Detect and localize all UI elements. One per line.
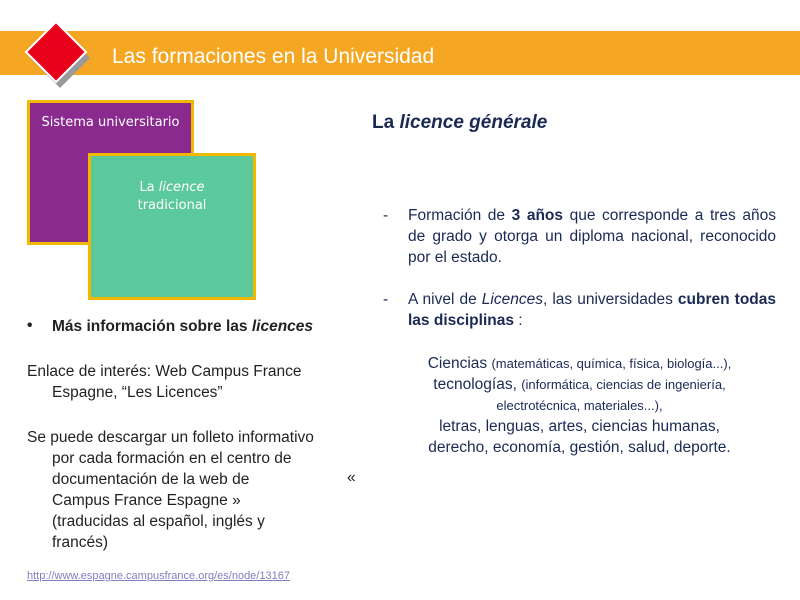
licence-generale-title <box>372 112 547 134</box>
download-line-1: Se puede descargar un folleto informativo <box>27 429 314 446</box>
opening-quote: « <box>347 469 356 486</box>
ciencias-label: Ciencias <box>427 355 492 372</box>
download-line-5: (traducidas al español, inglés y <box>52 513 265 530</box>
disc-italic: Licences <box>481 291 543 308</box>
disciplines-line-5: derecho, economía, gestión, salud, deporte. <box>428 439 731 456</box>
disciplines-line-1 <box>383 353 776 374</box>
disc-text-c: : <box>513 312 523 329</box>
tecnologias-label: tecnologías, <box>433 376 522 393</box>
download-line-3: documentación de la web de <box>52 471 250 488</box>
disciplines-line-4: letras, lenguas, artes, ciencias humanas, <box>439 418 720 435</box>
red-diamond-icon <box>20 18 92 90</box>
duration-text-b: que corresponde a tres años de grado y otorga un diploma nacional, reconocido por el estado. <box>408 207 776 266</box>
duration-bold: 3 años <box>511 207 563 224</box>
tecnologias-detail: (informática, ciencias de ingeniería, <box>521 377 726 392</box>
link-line-2[interactable]: Espagne, “Les Licences” <box>52 384 223 401</box>
download-paragraph <box>27 427 362 553</box>
licence-label-italic: licence <box>158 180 205 195</box>
dash-marker: - <box>383 207 389 224</box>
licence-label-suffix: tradicional <box>137 198 207 213</box>
download-line-4: Campus France Espagne » <box>52 492 241 509</box>
more-info-italic: licences <box>251 318 314 335</box>
link-paragraph <box>27 361 362 403</box>
licence-label-prefix: La <box>139 180 159 195</box>
licence-tradicional-box <box>88 153 256 300</box>
duration-text-a: Formación de <box>408 207 512 224</box>
disc-bold: cubren todas las disciplinas <box>408 291 776 329</box>
more-info-prefix: Más información sobre las <box>52 318 252 335</box>
bullet-dot-icon: • <box>27 317 33 334</box>
duration-text <box>408 205 776 268</box>
download-line-2: por cada formación en el centro de <box>52 450 292 467</box>
disciplines-intro-text <box>408 289 776 331</box>
slide-title: Las formaciones en la Universidad <box>112 45 435 68</box>
link-line-1: Enlace de interés: Web Campus France <box>27 363 302 380</box>
download-line-6: francés) <box>52 534 108 551</box>
disciplines-item <box>383 289 776 333</box>
duration-item <box>383 205 776 271</box>
more-info-text <box>52 318 313 336</box>
disc-text-a: A nivel de <box>408 291 482 308</box>
disciplines-line-2 <box>383 374 776 395</box>
ciencias-detail: (matemáticas, química, física, biología...), <box>491 356 732 371</box>
disciplines-line-3: electrotécnica, materiales...), <box>496 398 663 413</box>
title-italic: licence générale <box>399 112 548 133</box>
title-prefix: La <box>372 112 400 133</box>
licence-tradicional-label <box>91 179 253 215</box>
sistema-universitario-label: Sistema universitario <box>41 115 180 130</box>
disciplines-list <box>383 353 776 458</box>
campusfrance-url-link[interactable]: http://www.espagne.campusfrance.org/es/node/13167 <box>27 570 290 582</box>
dash-marker: - <box>383 291 389 308</box>
disc-text-b: , las universidades <box>542 291 678 308</box>
